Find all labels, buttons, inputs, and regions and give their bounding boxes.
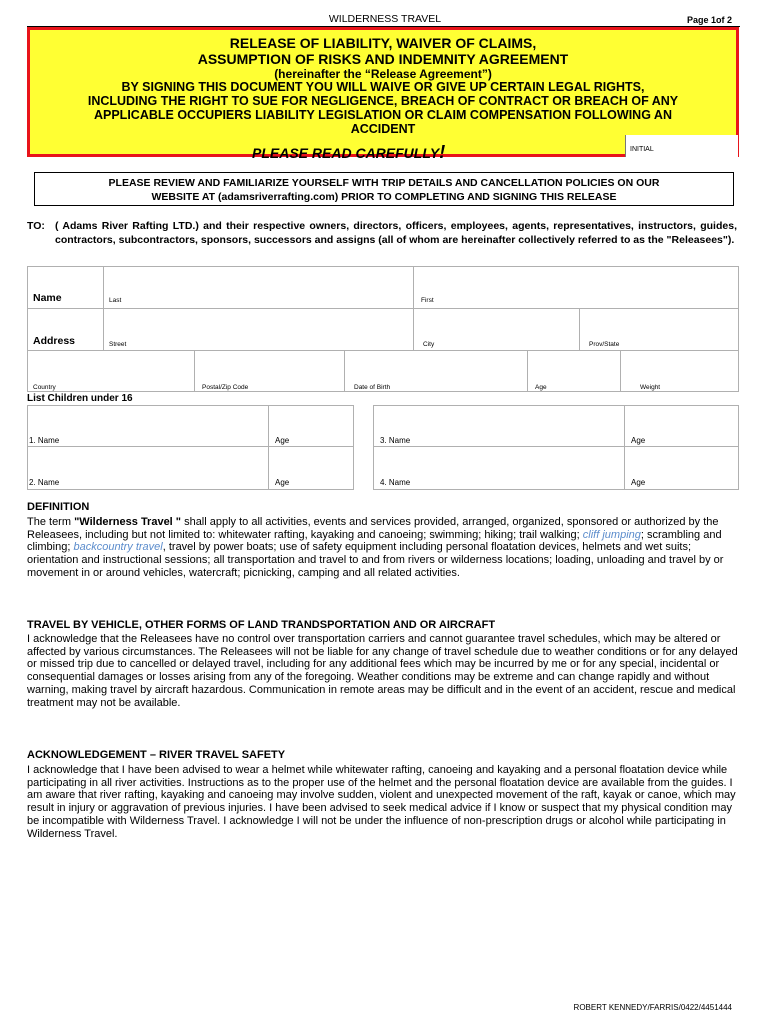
backcountry-travel-link[interactable]: backcountry travel [73, 541, 163, 554]
child-2-row[interactable] [27, 447, 354, 490]
vehicle-paragraph: I acknowledge that the Releasees have no control over transportation carriers and cannot guarantee travel schedules, which may be altered or affected by various circumstances. The Releasees will not be liable for any change of travel schedule due to weather conditions or for any delayed or missed trip due to cancelled or delayed travel, including for any additional fees which may be incurred by me or for any special, incidental or consequential damages or losses arising from any of the foregoing. Weather conditions may be extreme and can change rapidly and without warning, making travel by aircraft hazardous. Communication in remote areas may be difficult and in the event of an accident, rescue and medical treatment may not be available. [27, 633, 738, 709]
vehicle-heading: TRAVEL BY VEHICLE, OTHER FORMS OF LAND TRANDSPORTATION AND OR AIRCRAFT [27, 619, 496, 631]
city-label: City [423, 341, 435, 348]
notice-line-1: RELEASE OF LIABILITY, WAIVER OF CLAIMS, [229, 35, 537, 51]
last-name-field[interactable] [103, 266, 413, 308]
please-read-text: PLEASE READ CAREFULLY [252, 145, 440, 161]
child-3-name-label: 3. Name [380, 436, 411, 445]
child-2-name-label: 2. Name [29, 478, 60, 487]
first-name-label: First [421, 297, 434, 304]
first-name-field[interactable] [413, 266, 739, 308]
review-line-1: PLEASE REVIEW AND FAMILIARIZE YOURSELF WITH TRIP DETAILS AND CANCELLATION POLICIES ON OUR [108, 177, 660, 189]
river-safety-paragraph: I acknowledge that I have been advised to wear a helmet while whitewater rafting, canoeing and kayaking and a personal floatation device while participating in all river activities. Instructions as to the proper use of the helmet and the personal floatation device are available from the guides. I am aware that river rafting, kayaking and canoeing may involve sudden, violent and unexpected movement of the raft, kayak or canoe, which may result in injury or aggravation of previous injuries. I have been advised to seek medical advice if I know or suspect that my physical condition may be incompatible with Wilderness Travel. I acknowledge I will not be under the influence of non-prescription drugs or alcohol while participating in Wilderness Travel. [27, 764, 736, 840]
definition-heading: DEFINITION [27, 501, 90, 513]
city-field[interactable] [413, 308, 579, 350]
child-1-age-label: Age [275, 436, 290, 445]
age-label: Age [535, 384, 547, 391]
definition-paragraph [27, 516, 739, 580]
participant-form [0, 0, 770, 500]
exclamation-mark: ! [439, 142, 446, 162]
child-4-row[interactable] [373, 447, 739, 490]
child-4-name-label: 4. Name [380, 478, 411, 487]
notice-line-3: (hereinafter the “Release Agreement”) [274, 67, 492, 81]
notice-line-4: BY SIGNING THIS DOCUMENT YOU WILL WAIVE OR GIVE UP CERTAIN LEGAL RIGHTS, [121, 80, 645, 94]
document-code: ROBERT KENNEDY/FARRIS/0422/4451444 [573, 1003, 732, 1012]
notice-line-5: INCLUDING THE RIGHT TO SUE FOR NEGLIGENCE, BREACH OF CONTRACT OR BREACH OF ANY [87, 94, 679, 108]
weight-label: Weight [640, 384, 661, 391]
initial-label: INITIAL [630, 146, 654, 153]
weight-field[interactable] [620, 350, 739, 392]
postal-code-label: Postal/Zip Code [202, 384, 249, 391]
definition-text-1: The term [27, 516, 75, 528]
cliff-jumping-link[interactable]: cliff jumping [582, 528, 641, 541]
child-1-name-label: 1. Name [29, 436, 60, 445]
date-of-birth-label: Date of Birth [354, 384, 391, 391]
notice-line-6: APPLICABLE OCCUPIERS LIABILITY LEGISLATION OR CLAIM COMPENSATION FOLLOWING AN [93, 108, 672, 122]
last-name-label: Last [109, 297, 122, 304]
document-title: WILDERNESS TRAVEL [328, 13, 442, 25]
definition-text-3: ; scrambling and climbing; [27, 528, 722, 554]
notice-line-7: ACCIDENT [350, 122, 416, 136]
address-label: Address [33, 335, 76, 347]
name-label: Name [33, 292, 62, 304]
river-safety-heading: ACKNOWLEDGEMENT – RIVER TRAVEL SAFETY [27, 749, 286, 761]
page-number: Page 1of 2 [686, 15, 732, 25]
wilderness-travel-term: "Wilderness Travel " [74, 516, 182, 528]
releasees-text: ( Adams River Rafting LTD.) and their respective owners, directors, officers, employees, agents, representatives, instructors, guides, contractors, subcontractors, sponsors, successors and assigns (all of whom are hereinafter collectively referred to as the "Releasees"). [55, 220, 737, 246]
child-2-age-label: Age [275, 478, 290, 487]
street-field[interactable] [103, 308, 413, 350]
review-line-2: WEBSITE AT (adamsriverrafting.com) PRIOR TO COMPLETING AND SIGNING THIS RELEASE [151, 191, 617, 203]
street-label: Street [109, 341, 127, 348]
children-heading: List Children under 16 [27, 393, 133, 404]
definition-text-4: , travel by power boats; use of safety equipment including personal floatation devices, helmets and wet suits; orientation and instructional sessions; all transportation and travel to and from rivers or wilderness locations; loading, unloading and travel by or movement in or around vehicles, watercraft; picnicking, camping and all related activities. [27, 541, 724, 579]
child-1-row[interactable] [27, 405, 354, 447]
child-3-row[interactable] [373, 405, 739, 447]
definition-text-2: shall apply to all activities, events and services provided, arranged, organized, sponsored or authorized by the Releasees, including but not limited to: whitewater rafting, kayaking and canoeing; swimming; hiking; trail walking; [27, 516, 719, 541]
notice-line-2: ASSUMPTION OF RISKS AND INDEMNITY AGREEMENT [197, 51, 569, 67]
child-3-age-label: Age [631, 436, 646, 445]
prov-state-label: Prov/State [589, 341, 620, 348]
country-label: Country [33, 384, 56, 391]
to-label: TO: [27, 220, 45, 232]
child-4-age-label: Age [631, 478, 646, 487]
